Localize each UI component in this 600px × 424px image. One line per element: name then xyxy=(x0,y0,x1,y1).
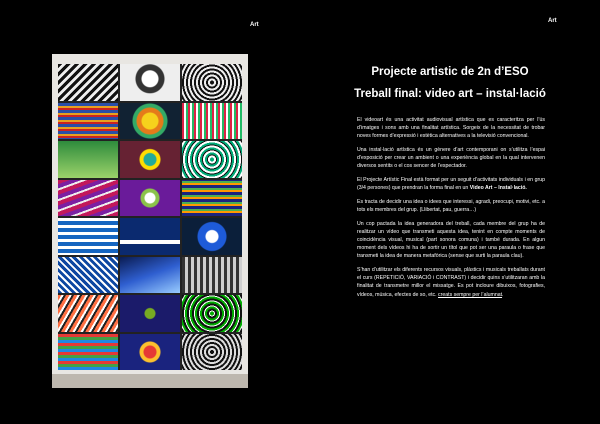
artwork-tile xyxy=(182,103,242,140)
artwork-tile xyxy=(58,103,118,140)
left-page-header: Art xyxy=(250,22,259,28)
floor xyxy=(52,374,248,388)
artwork-tile xyxy=(120,103,180,140)
paragraph-idea: Es tracta de decidir una idea o idees que interessi, agradi, preocupi, motivi, etc. a tots els membres del grup. (Llibertat, pau, guerra…) xyxy=(357,198,545,213)
artwork-tile xyxy=(58,218,118,255)
paragraph-recursos xyxy=(357,266,545,299)
artwork-tile xyxy=(182,180,242,217)
artwork-tile xyxy=(58,180,118,217)
paragraph-recursos-text: S’han d’utilitzar els diferents recursos visuals, plàstics i musicals treballats durant el curs (REPETICIÓ, VARIACIÓ i CONTRAST) i decidir quins s’utilitzaran amb la finalitat de transmetre millor el missatge. Es pot incloure dibuixos, fotografies, vídeos, música, efectes de so, etc. xyxy=(357,267,545,298)
highlight-video-art: Video Art – Instal·lació. xyxy=(469,185,527,192)
artwork-tile xyxy=(120,64,180,101)
artwork-tile xyxy=(58,141,118,178)
paragraph-recursos-end: . xyxy=(502,291,504,298)
artwork-tile xyxy=(120,334,180,371)
artwork-tile xyxy=(182,141,242,178)
paragraph-installacio: Una instal·lació artística és un gènere d’art contemporani on s’utilitza l’espai d’exposició per crear un ambient o una experiència global en la qual intervenen diversos sentits o el cos sencer de l’espectador. xyxy=(357,147,545,170)
artwork-tile xyxy=(58,257,118,294)
page-title: Projecte artistic de 2n d’ESO xyxy=(371,66,529,78)
artwork-tile xyxy=(120,141,180,178)
artwork-tile xyxy=(58,64,118,101)
artwork-tile xyxy=(182,64,242,101)
artwork-tile xyxy=(182,295,242,332)
artwork-photo xyxy=(52,54,248,388)
artwork-tile xyxy=(120,295,180,332)
underlined-alumnat: creats sempre per l’alumnat xyxy=(438,291,503,298)
paragraph-video: Un cop pactada la idea generadora del treball, cada membre del grup ha de realitzar un vídeo que transmeti aquesta idea, tenint en compte moments de coincidència visual, musical (part sonora comuna) i també durada. En algun moment dels vídeos hi ha de sortir un títol que pot ser una paraula o frase que transmeti la idea de manera metafòrica (sense que surti la paraula clau). xyxy=(357,220,545,260)
paragraph-projecte-text: El Projecte Artístic Final està format per un seguit d’activitats individuals i en grup (3/4 persones) que prendran la forma final en un xyxy=(357,177,545,192)
paragraph-projecte xyxy=(357,176,545,192)
right-page-header: Art xyxy=(548,18,557,24)
artwork-tile xyxy=(182,218,242,255)
paragraph-videoart: El videoart és una activitat audiovisual artística que es caracteritza per l’ús d’imatges i sons amb una finalitat artística. Sorgeix de la necessitat de trobar noves formes d’expressió i estètica alternatives a la televisió convencional. xyxy=(357,117,545,140)
artwork-tile xyxy=(58,295,118,332)
artwork-tile xyxy=(120,180,180,217)
artwork-grid xyxy=(58,64,242,370)
artwork-tile xyxy=(120,257,180,294)
page-subtitle: Treball final: video art – instal·lació xyxy=(354,88,546,100)
artwork-tile xyxy=(120,218,180,255)
artwork-tile xyxy=(182,257,242,294)
artwork-tile xyxy=(58,334,118,371)
artwork-tile xyxy=(182,334,242,371)
right-page xyxy=(300,0,600,424)
body-text xyxy=(357,116,545,304)
